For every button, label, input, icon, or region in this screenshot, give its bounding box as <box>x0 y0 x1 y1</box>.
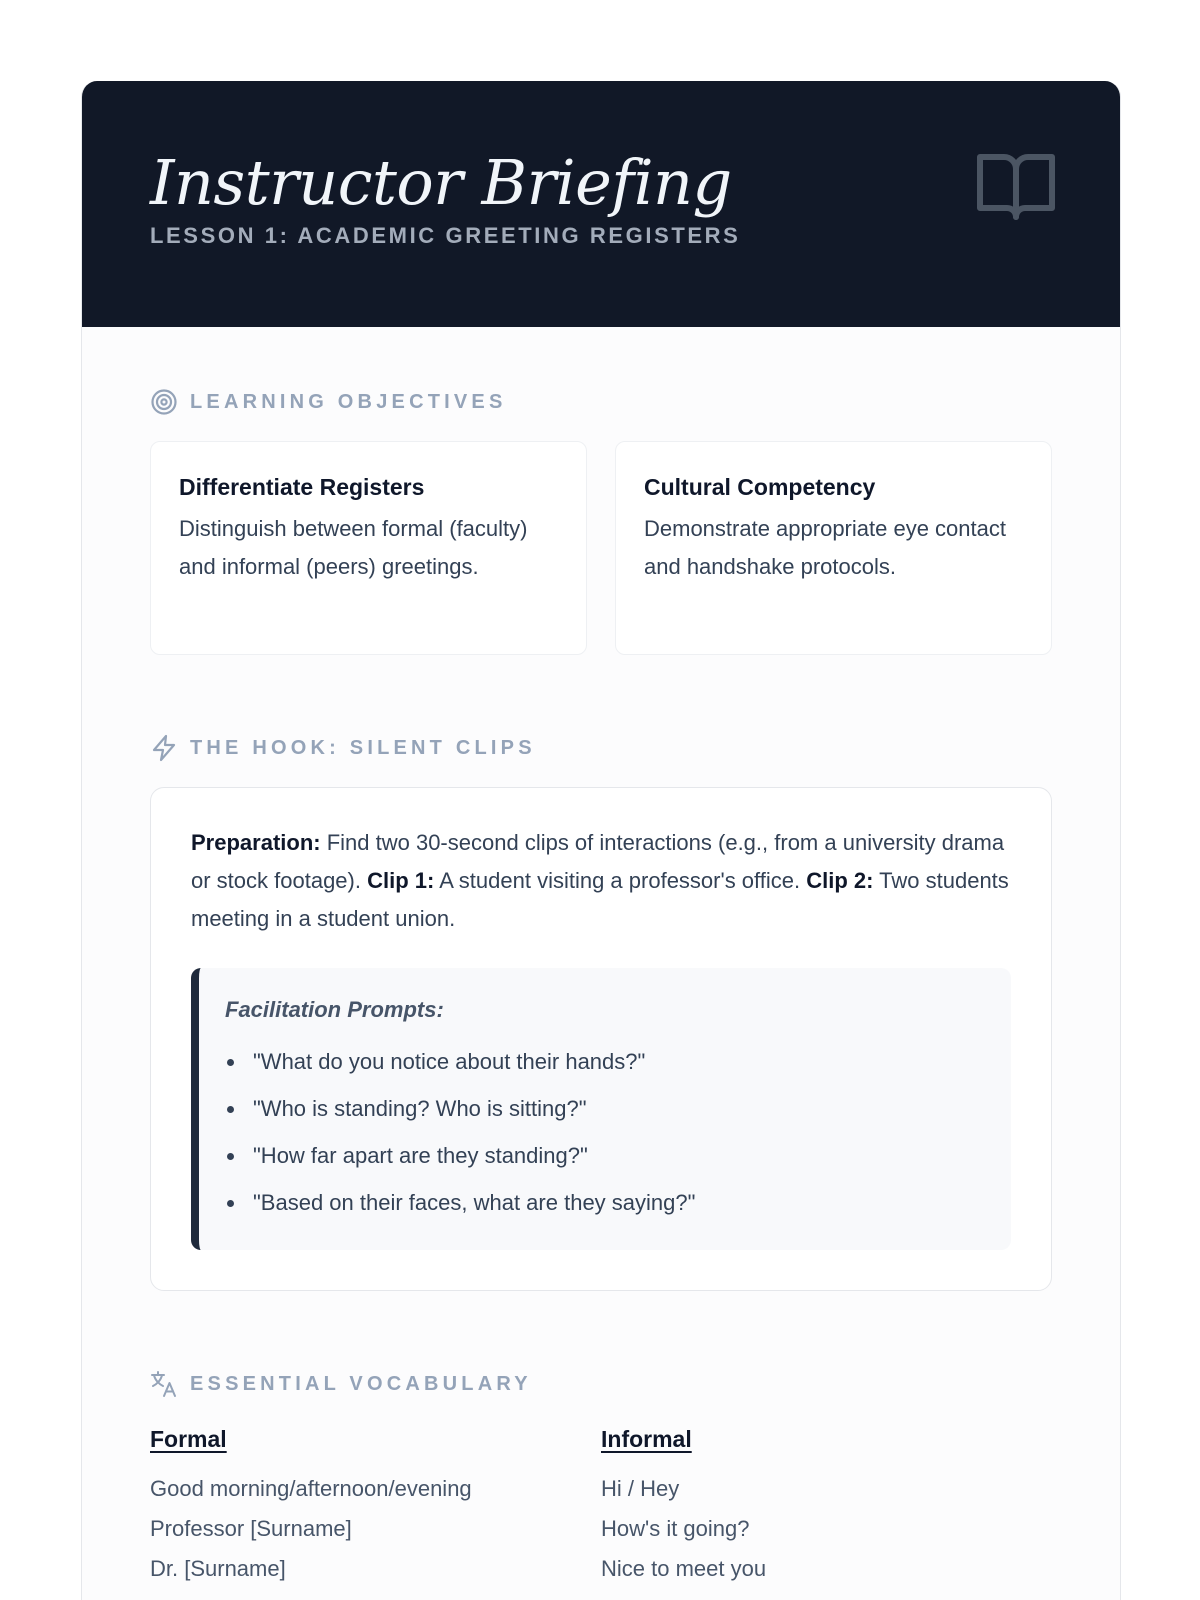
briefing-header <box>82 81 1120 327</box>
lightning-icon <box>150 734 178 762</box>
clip1-text: A student visiting a professor's office. <box>434 868 807 893</box>
target-icon <box>150 388 178 416</box>
objective-description: Distinguish between formal (faculty) and informal (peers) greetings. <box>179 516 528 579</box>
clip2-text: Two students meeting in a student union. <box>191 868 1009 931</box>
list-item: "How far apart are they standing?" <box>225 1132 979 1179</box>
formal-list <box>150 1469 601 1589</box>
list-item: Hi / Hey <box>601 1476 680 1501</box>
hook-card <box>150 787 1052 1291</box>
clip1-label: Clip 1: <box>367 868 435 893</box>
objective-card <box>150 441 587 655</box>
facilitation-prompts <box>191 968 1011 1250</box>
formal-column <box>150 1423 601 1589</box>
hook-instructions <box>191 824 1011 938</box>
hook-label: THE HOOK: SILENT CLIPS <box>190 736 536 759</box>
formal-heading: Formal <box>150 1426 227 1452</box>
vocabulary-section-header <box>150 1369 1052 1399</box>
preparation-text: Find two 30-second clips of interactions (e.g., from a university drama or stock footage). <box>191 830 1005 893</box>
informal-list <box>601 1469 1052 1589</box>
book-open-icon <box>976 151 1056 221</box>
translate-icon <box>150 1370 178 1398</box>
objective-title: Differentiate Registers <box>179 474 425 500</box>
vocabulary-label: ESSENTIAL VOCABULARY <box>190 1372 532 1395</box>
prompts-title: Facilitation Prompts: <box>225 997 444 1022</box>
list-item: "What do you notice about their hands?" <box>225 1038 979 1085</box>
vocabulary-grid <box>150 1423 1052 1589</box>
list-item: Professor [Surname] <box>150 1516 352 1541</box>
prompts-list <box>225 1038 979 1226</box>
list-item: Good morning/afternoon/evening <box>150 1476 472 1501</box>
list-item: Nice to meet you <box>601 1556 767 1581</box>
preparation-label: Preparation: <box>191 830 321 855</box>
list-item: "Based on their faces, what are they saying?" <box>225 1179 979 1226</box>
lesson-subtitle: LESSON 1: ACADEMIC GREETING REGISTERS <box>150 223 741 248</box>
page-title: Instructor Briefing <box>150 146 732 219</box>
list-item: Dr. [Surname] <box>150 1556 286 1581</box>
briefing-card <box>81 81 1121 1600</box>
objectives-section-header <box>150 387 1052 417</box>
informal-column <box>601 1423 1052 1589</box>
list-item: How's it going? <box>601 1516 750 1541</box>
hook-section-header <box>150 733 1052 763</box>
objective-card <box>615 441 1052 655</box>
objective-description: Demonstrate appropriate eye contact and handshake protocols. <box>644 516 1006 579</box>
objectives-grid <box>150 441 1052 655</box>
objective-title: Cultural Competency <box>644 474 876 500</box>
clip2-label: Clip 2: <box>806 868 874 893</box>
informal-heading: Informal <box>601 1426 692 1452</box>
objectives-label: LEARNING OBJECTIVES <box>190 390 507 413</box>
list-item: "Who is standing? Who is sitting?" <box>225 1085 979 1132</box>
